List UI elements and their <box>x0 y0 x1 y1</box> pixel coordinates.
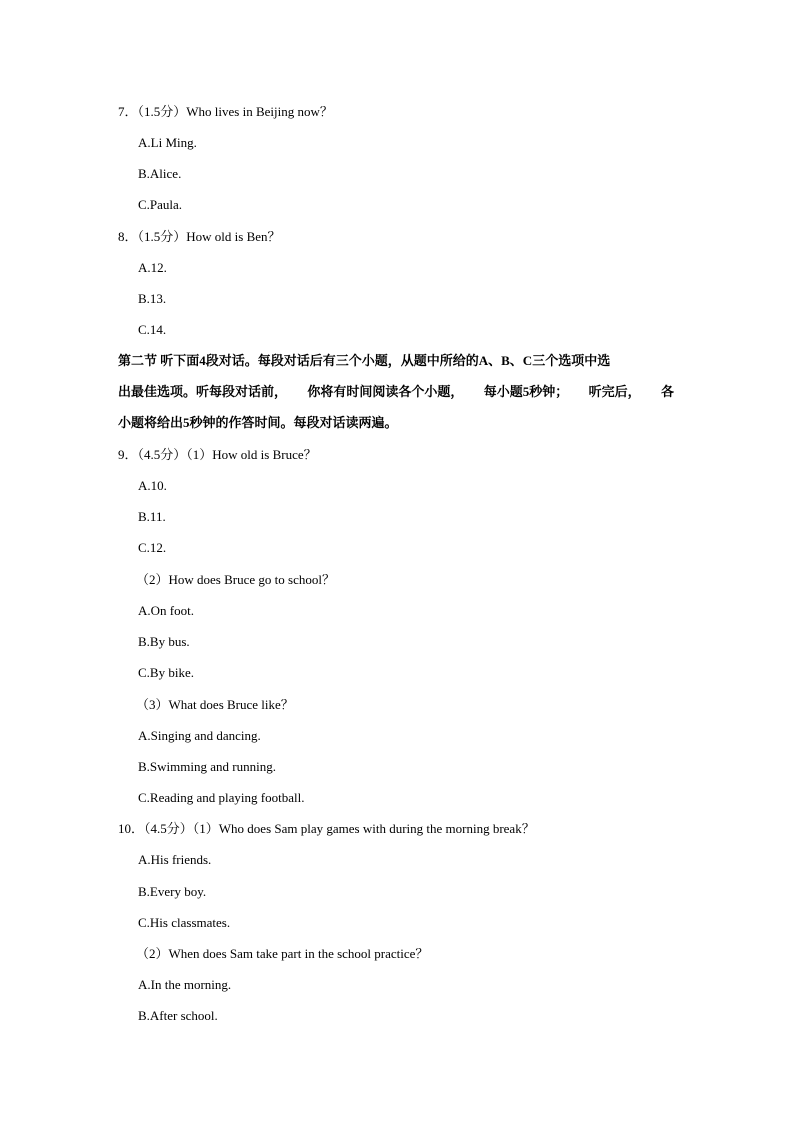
sub-question-label: （1） <box>192 821 219 836</box>
instruction-segment: 每小题5秒钟； <box>483 384 569 399</box>
question-9 <box>118 445 317 465</box>
question-number: 10．（4.5分） <box>118 821 193 836</box>
option-b: B.Every boy. <box>138 884 207 899</box>
question-text: Who lives in Beijing now？ <box>186 104 333 119</box>
question-text: What does Bruce like？ <box>168 697 294 712</box>
option-c: C.By bike. <box>138 665 194 680</box>
question-8 <box>118 227 281 247</box>
option-b: B.11. <box>138 509 166 524</box>
option-c: C.His classmates. <box>138 915 231 930</box>
sub-question-label: （2） <box>136 572 169 587</box>
question-text: When does Sam take part in the school practice？ <box>168 946 429 961</box>
instruction-segment: 出最佳选项。听每段对话前， <box>118 384 288 399</box>
sub-question-label: （3） <box>136 697 169 712</box>
option-a: A.Singing and dancing. <box>138 728 261 743</box>
option-a: A.12. <box>138 260 167 275</box>
option-a: A.Li Ming. <box>138 135 197 150</box>
sub-question-2 <box>136 570 335 590</box>
instruction-segment: 听完后， <box>588 384 641 399</box>
question-text: How does Bruce go to school？ <box>168 572 335 587</box>
question-number: 8．（1.5分） <box>118 229 187 244</box>
option-c: C.12. <box>138 540 167 555</box>
question-10 <box>118 819 535 839</box>
option-a: A.10. <box>138 478 167 493</box>
question-text: How old is Bruce？ <box>212 447 317 462</box>
option-b: B.By bus. <box>138 634 190 649</box>
question-text: Who does Sam play games with during the morning break？ <box>218 821 535 836</box>
option-a: A.His friends. <box>138 852 212 867</box>
option-a: A.In the morning. <box>138 977 232 992</box>
instruction-line-2 <box>118 382 674 413</box>
question-text: How old is Ben？ <box>186 229 281 244</box>
option-a: A.On foot. <box>138 603 194 618</box>
option-b: B.13. <box>138 291 167 306</box>
question-number: 9．（4.5分） <box>118 447 187 462</box>
option-c: C.Paula. <box>138 197 183 212</box>
question-7 <box>118 102 333 122</box>
instruction-line-1: 第二节 听下面4段对话。每段对话后有三个小题，从题中所给的A、B、C三个选项中选 <box>118 353 611 368</box>
option-b: B.After school. <box>138 1008 218 1023</box>
option-c: C.Reading and playing football. <box>138 790 305 805</box>
instruction-segment: 你将有时间阅读各个小题， <box>307 384 464 399</box>
sub-question-label: （2） <box>136 946 169 961</box>
sub-question-2 <box>136 944 428 964</box>
sub-question-3 <box>136 695 294 715</box>
option-c: C.14. <box>138 322 167 337</box>
sub-question-label: （1） <box>186 447 213 462</box>
section-instructions <box>118 351 674 444</box>
option-b: B.Swimming and running. <box>138 759 276 774</box>
instruction-segment: 各 <box>660 384 674 399</box>
question-number: 7．（1.5分） <box>118 104 187 119</box>
option-b: B.Alice. <box>138 166 182 181</box>
instruction-line-3: 小题将给出5秒钟的作答时间。每段对话读两遍。 <box>118 415 398 430</box>
